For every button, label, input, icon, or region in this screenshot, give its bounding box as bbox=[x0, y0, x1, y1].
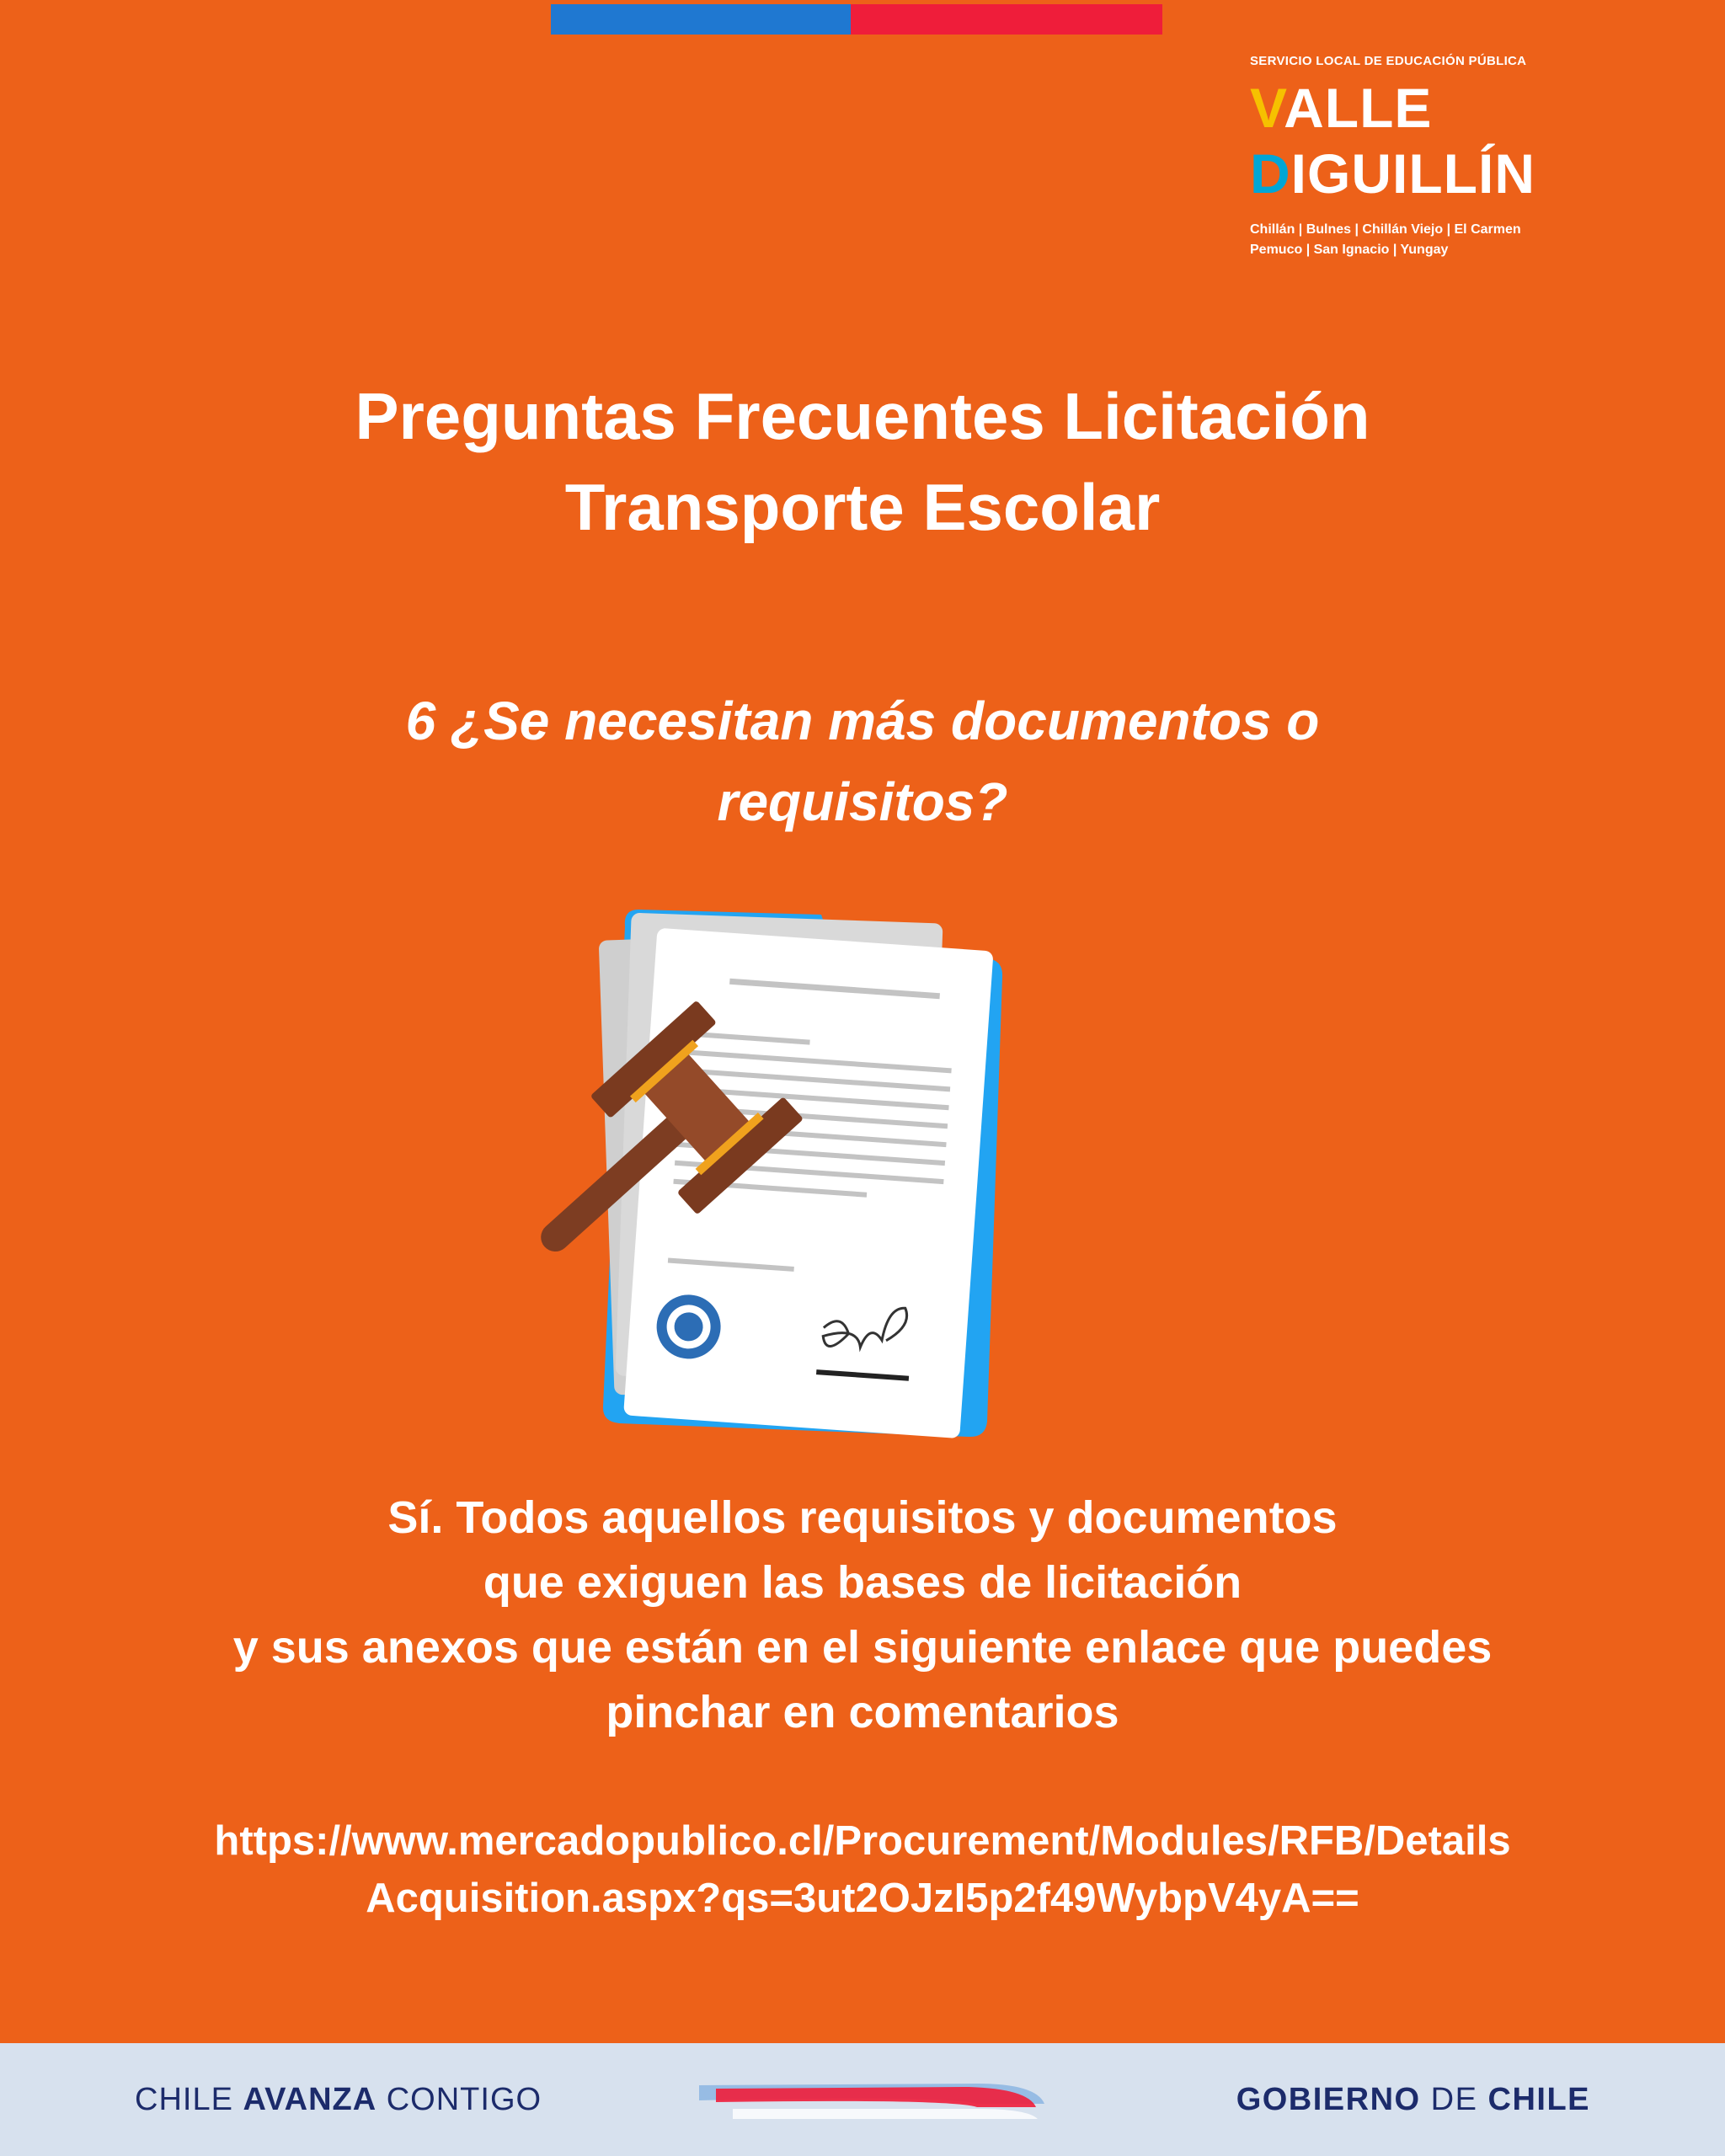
faq-question: 6 ¿Se necesitan más documentos o requisitos? bbox=[405, 691, 1320, 832]
logo-name-line1: VALLE bbox=[1250, 77, 1433, 139]
flag-swoosh-icon bbox=[699, 2070, 1053, 2129]
footer-government: GOBIERNO DE CHILE bbox=[1236, 2082, 1590, 2117]
page-title: Preguntas Frecuentes Licitación Transporte Escolar bbox=[355, 379, 1370, 544]
procurement-link: https://www.mercadopublico.cl/Procurement/Modules/RFB/Details Acquisition.aspx?qs=3ut2OJzI5p2f49WybpV4yA== bbox=[214, 1818, 1511, 1921]
logo-org-label: SERVICIO LOCAL DE EDUCACIÓN PÚBLICA bbox=[1250, 54, 1527, 68]
footer bbox=[0, 2043, 1725, 2156]
footer-slogan: CHILE AVANZA CONTIGO bbox=[135, 2082, 542, 2117]
contract-gavel-illustration bbox=[497, 893, 1078, 1449]
flag-red-stripe bbox=[851, 4, 1162, 35]
valle-diguillin-logo bbox=[1250, 54, 1604, 260]
document-icon bbox=[623, 928, 993, 1438]
logo-name-line2: DIGUILLÍN bbox=[1250, 142, 1535, 205]
flag-bar bbox=[551, 4, 1162, 35]
flag-blue-stripe bbox=[551, 4, 851, 35]
logo-communes: Chillán | Bulnes | Chillán Viejo | El Carmen Pemuco | San Ignacio | Yungay bbox=[1250, 222, 1521, 257]
faq-answer: Sí. Todos aquellos requisitos y documentos que exiguen las bases de licitación y sus anexos que están en el siguiente enlace que puedes pinchar en comentarios bbox=[232, 1492, 1493, 1737]
